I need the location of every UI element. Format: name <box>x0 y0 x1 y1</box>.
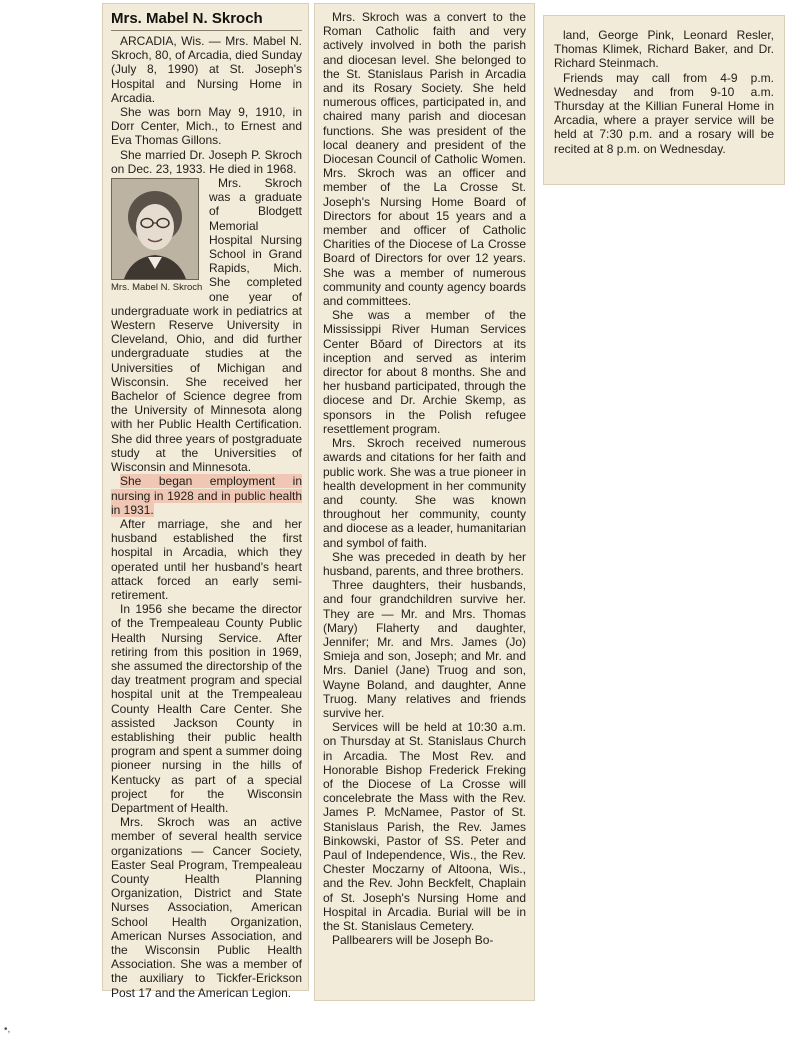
paragraph-education: Mrs. Skroch was a graduate of Blodgett Memorial Hospital Nursing School in Grand Rapids, Mich. She completed one year of undergraduate work in pediatrics at Western Reserve University in Cleveland, Ohio, and did further undergraduate studies at the Universities of Michigan and Wisconsin. She received her Bachelor of Science degree from the University of Minnesota along with her Public Health Certification. She did three years of postgraduate study at the Universities of Wisconsin and Minnesota. <box>111 176 302 475</box>
paragraph-awards: Mrs. Skroch received numerous awards and citations for her faith and public work. She was a true pioneer in health development in her community and county. She was known throughout her community, county and diocese as a leader, humanitarian and symbol of faith. <box>323 436 526 550</box>
paragraph-services: Services will be held at 10:30 a.m. on Thursday at St. Stanislaus Church in Arcadia. The Most Rev. and Honorable Bishop Frederick Freking of the Diocese of La Crosse will concelebrate the Mass with the Rev. James P. McNamee, Pastor of St. Stanislaus Parish, the Rev. James Binkowski, Pastor of SS. Peter and Paul of Independence, Wis., the Rev. Chester Moczarny of Altoona, Wis., and the Rev. John Beckfelt, Chaplain of St. Joseph's Nursing Home and Hospital in Arcadia. Burial will be in the St. Stanislaus Cemetery. <box>323 720 526 933</box>
portrait-block <box>111 178 203 293</box>
paragraph-human-services: She was a member of the Mississippi River Human Services Center Bŏard of Directors at its inception and served as interim director for about 8 months. She and her husband participated, through the diocese and Dr. Archie Skemp, as sponsors in the Polish refugee resettlement program. <box>323 308 526 436</box>
obituary-column-1 <box>103 4 308 1000</box>
paragraph-employment <box>111 474 302 517</box>
obituary-column-2 <box>315 4 534 1000</box>
portrait-photo <box>111 178 199 280</box>
stray-mark: •, <box>4 1024 11 1035</box>
paragraph-preceded: She was preceded in death by her husband, parents, and three brothers. <box>323 549 526 578</box>
paragraph-marriage: She married Dr. Joseph P. Skroch on Dec. 23, 1933. He died in 1968. <box>111 147 302 176</box>
paragraph-faith: Mrs. Skroch was a convert to the Roman Catholic faith and very actively involved in both the parish and diocesan level. She belonged to the St. Stanislaus Parish in Arcadia and its Rosary Society. She held numerous offices, participated in, and chaired many parish and diocesan functions. She was president of the local deanery and president of the Diocesan Council of Catholic Women. Mrs. Skroch was an officer and member of the La Crosse St. Joseph's Nursing Home Board of Directors for about 15 years and a member and officer of Catholic Charities of the Diocese of La Crosse Board of Directors for over 12 years. She was a member of numerous community and county agency boards and committees. <box>323 10 526 309</box>
paragraph-hospital: After marriage, she and her husband established the first hospital in Arcadia, which they operated until her husband's heart attack forced an early semi-retirement. <box>111 516 302 602</box>
paragraph-visitation: Friends may call from 4-9 p.m. Wednesday and from 9-10 a.m. Thursday at the Killian Funeral Home in Arcadia, where a prayer service will be held at 7:30 p.m. and a rosary will be recited at 8 p.m. on Wednesday. <box>554 70 774 156</box>
obituary-headline: Mrs. Mabel N. Skroch <box>111 10 302 31</box>
obituary-column-3 <box>544 16 784 184</box>
paragraph-pallbearers: Pallbearers will be Joseph Bo- <box>332 933 494 948</box>
paragraph-organizations: Mrs. Skroch was an active member of several health service organizations — Cancer Society, Easter Seal Program, Trempealeau County Health Planning Organization, District and State Nurses Association, American School Health Organization, American Nurses Association, and the Wisconsin Public Health Association. She was a member of the auxiliary to Tickfer-Erickson Post 17 and the American Legion. <box>111 815 302 1000</box>
paragraph-pallbearers-cont: land, George Pink, Leonard Resler, Thomas Klimek, Richard Baker, and Dr. Richard Steinmach. <box>554 28 774 71</box>
paragraph-birth: She was born May 9, 1910, in Dorr Center, Mich., to Ernest and Eva Thomas Gillons. <box>111 105 302 148</box>
paragraph-director: In 1956 she became the director of the Trempealeau County Public Health Nursing Service. After retiring from this position in 1969, she assumed the directorship of the day treatment program and special hospital unit at the Trempealeau County Health Care Center. She assisted Jackson County in establishing their public health program and spent a summer doing pioneer nursing in the hills of Kentucky as part of a special project for the Wisconsin Department of Health. <box>111 602 302 815</box>
paragraph-death-notice: ARCADIA, Wis. — Mrs. Mabel N. Skroch, 80, of Arcadia, died Sunday (July 8, 1990) at St. Joseph's Hospital and Nursing Home in Arcadia. <box>111 34 302 105</box>
portrait-caption: Mrs. Mabel N. Skroch <box>111 282 203 294</box>
paragraph-survivors: Three daughters, their husbands, and four grandchildren survive her. They are — Mr. and Mrs. Thomas (Mary) Flaherty and daughter, Jennifer; Mr. and Mrs. James (Jo) Smieja and son, Joseph; and Mr. and Mrs. Daniel (Jane) Truog and son, Wayne Boland, and daughter, Anne Truog. Many relatives and friends survive her. <box>323 578 526 720</box>
highlighted-text: She began employment in nursing in 1928 and in public health in 1931. <box>111 474 302 517</box>
